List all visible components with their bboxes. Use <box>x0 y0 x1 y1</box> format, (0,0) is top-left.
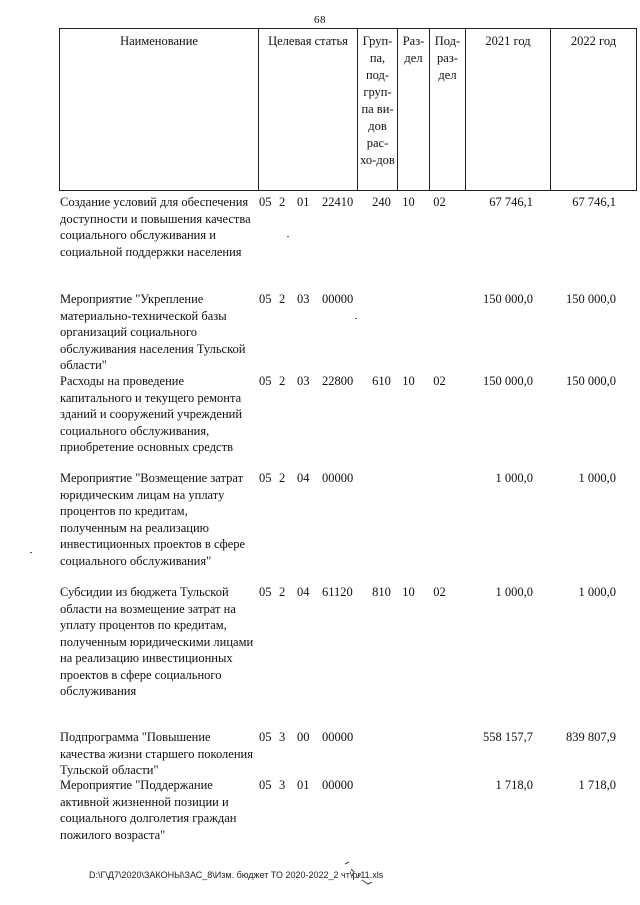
amount-2021: 150 000,0 <box>483 292 533 306</box>
target-program: 05 <box>259 292 272 306</box>
target-subprogram: 2 <box>279 292 286 306</box>
amount-2021: 1 000,0 <box>495 471 533 485</box>
section: 10 <box>402 585 415 599</box>
target-direction: 00000 <box>322 292 354 306</box>
target-subprogram: 3 <box>279 778 286 792</box>
target-direction: 61120 <box>322 585 353 599</box>
expense-group: 240 <box>372 195 391 209</box>
target-direction: 00000 <box>322 778 354 792</box>
expense-group: 610 <box>372 374 391 388</box>
header-target: Целевая статья <box>259 29 358 191</box>
amount-2022: 1 000,0 <box>578 471 616 485</box>
amount-2021: 1 718,0 <box>495 778 533 792</box>
amount-2022: 839 807,9 <box>566 730 616 744</box>
target-program: 05 <box>259 195 272 209</box>
amount-2021: 67 746,1 <box>489 195 533 209</box>
target-subprogram: 3 <box>279 730 286 744</box>
amount-2022: 67 746,1 <box>572 195 616 209</box>
row-name: Подпрограмма "Повышение качества жизни старшего поколения Тульской области" <box>60 730 253 777</box>
target-event: 04 <box>297 585 310 599</box>
target-direction: 00000 <box>322 730 354 744</box>
header-subsection: Под-раз-дел <box>430 29 466 191</box>
target-event: 01 <box>297 778 310 792</box>
row-name: Мероприятие "Возмещение затрат юридическим лицам на уплату процентов по кредитам, полученным на реализацию инвестиционных проектов в сфере социального обслуживания" <box>60 471 246 568</box>
expense-group: 810 <box>372 585 391 599</box>
section: 10 <box>402 195 415 209</box>
row-name: Субсидии из бюджета Тульской области на возмещение затрат на уплату процентов по кредитам, полученным юридическими лицами на реализацию инвестиционных проектов в сфере социального обслуживания <box>60 585 254 698</box>
pen-scribble-mark <box>342 860 382 890</box>
amount-2021: 150 000,0 <box>483 374 533 388</box>
target-direction: 00000 <box>322 471 354 485</box>
subsection: 02 <box>433 374 446 388</box>
target-program: 05 <box>259 730 272 744</box>
target-event: 01 <box>297 195 310 209</box>
amount-2022: 150 000,0 <box>566 292 616 306</box>
header-year-2021: 2021 год <box>466 29 551 191</box>
amount-2022: 1 000,0 <box>578 585 616 599</box>
target-direction: 22410 <box>322 195 354 209</box>
target-program: 05 <box>259 585 272 599</box>
scan-speck <box>287 236 289 237</box>
amount-2022: 150 000,0 <box>566 374 616 388</box>
target-subprogram: 2 <box>279 585 286 599</box>
scan-speck <box>30 552 32 553</box>
header-group: Груп-па, под-груп-па ви-дов рас-хо-дов <box>358 29 398 191</box>
target-direction: 22800 <box>322 374 354 388</box>
target-subprogram: 2 <box>279 374 286 388</box>
target-event: 03 <box>297 374 310 388</box>
file-path-footer: D:\Г\Д7\2020\ЗАКОНЫ\ЗАС_8\Изм. бюджет ТО 2020-2022_2 чт\pr11.xls <box>89 870 384 880</box>
target-subprogram: 2 <box>279 195 286 209</box>
row-name: Мероприятие "Поддержание активной жизненной позиции и социального долголетия граждан пожилого возраста" <box>60 778 237 842</box>
amount-2022: 1 718,0 <box>578 778 616 792</box>
target-program: 05 <box>259 471 272 485</box>
target-program: 05 <box>259 778 272 792</box>
target-event: 04 <box>297 471 310 485</box>
header-year-2022: 2022 год <box>551 29 637 191</box>
section: 10 <box>402 374 415 388</box>
page-number: 68 <box>314 14 326 26</box>
target-event: 03 <box>297 292 310 306</box>
subsection: 02 <box>433 585 446 599</box>
target-subprogram: 2 <box>279 471 286 485</box>
header-section: Раз-дел <box>398 29 430 191</box>
header-name: Наименование <box>60 29 259 191</box>
row-name: Создание условий для обеспечения доступности и повышения качества социального обслуживания и социальной поддержки населения <box>60 195 251 259</box>
amount-2021: 558 157,7 <box>483 730 533 744</box>
scan-speck <box>355 318 357 319</box>
subsection: 02 <box>433 195 446 209</box>
amount-2021: 1 000,0 <box>495 585 533 599</box>
row-name: Мероприятие "Укрепление материально-технической базы организаций социального обслуживания населения Тульской области" <box>60 292 246 372</box>
target-program: 05 <box>259 374 272 388</box>
target-event: 00 <box>297 730 310 744</box>
row-name: Расходы на проведение капитального и текущего ремонта зданий и сооружений учреждений социального обслуживания, приобретение основных средств <box>60 374 243 454</box>
table-header <box>59 28 637 191</box>
